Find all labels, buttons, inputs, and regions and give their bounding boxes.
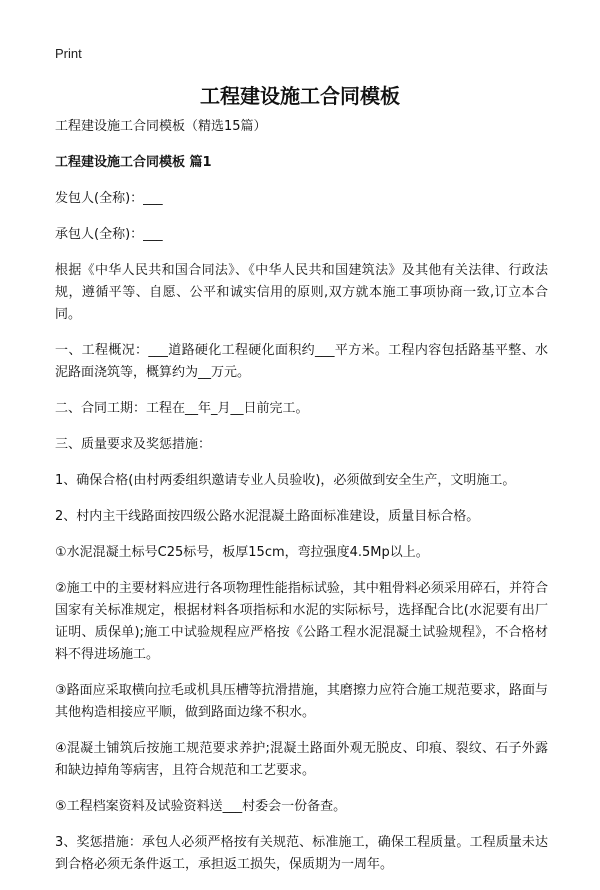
clause-paragraph: 2、村内主干线路面按四级公路水泥混凝土路面标准建设，质量目标合格。 — [55, 509, 480, 524]
quality-heading: 三、质量要求及奖惩措施： — [55, 437, 212, 452]
clause-paragraph: ⑤工程档案资料及试验资料送___村委会一份备查。 — [55, 799, 347, 814]
project-overview-paragraph: 一、工程概况：___道路硬化工程硬化面积约___平方米。工程内容包括路基平整、水泥路面浇筑等，概算约为__万元。 — [55, 343, 548, 380]
section-heading: 工程建设施工合同模板 篇1 — [55, 155, 212, 170]
preamble-paragraph: 根据《中华人民共和国合同法》、《中华人民共和国建筑法》及其他有关法律、行政法规，遵循平等、自愿、公平和诚实信用的原则,双方就本施工事项协商一致,订立本合同。 — [55, 263, 548, 322]
clause-paragraph: ①水泥混凝土标号C25标号，板厚15cm，弯拉强度4.5Mp以上。 — [55, 545, 429, 560]
print-link[interactable]: Print — [55, 46, 82, 61]
party-b-line: 承包人(全称)：___ — [55, 227, 163, 242]
document-title: 工程建设施工合同模板 — [200, 84, 400, 108]
document-body — [55, 116, 548, 890]
clause-paragraph: ④混凝土铺筑后按施工规范要求养护;混凝土路面外观无脱皮、印痕、裂纹、石子外露和缺边掉角等病害，且符合规范和工艺要求。 — [55, 741, 548, 778]
reward-penalty-paragraph: 3、奖惩措施：承包人必须严格按有关规范、标准施工，确保工程质量。工程质量未达到合格必须无条件返工，承担返工损失，保质期为一周年。 — [55, 835, 548, 872]
party-a-line: 发包人(全称)：___ — [55, 191, 163, 206]
contract-period-paragraph: 二、合同工期：工程在__年_月__日前完工。 — [55, 401, 309, 416]
clause-paragraph: 1、确保合格(由村两委组织邀请专业人员验收)，必须做到安全生产，文明施工。 — [55, 473, 516, 488]
document-subtitle: 工程建设施工合同模板（精选15篇） — [55, 119, 267, 134]
clause-paragraph: ②施工中的主要材料应进行各项物理性能指标试验，其中粗骨料必须采用碎石，并符合国家有关标准规定，根据材料各项指标和水泥的实际标号，选择配合比(水泥要有出厂证明、质保单);施工中试验规程应严格按《公路工程水泥混凝土试验规程》，不合格材料不得进场施工。 — [55, 581, 548, 662]
clause-paragraph: ③路面应采取横向拉毛或机具压槽等抗滑措施，其磨擦力应符合施工规范要求，路面与其他构造相接应平顺，做到路面边缘不积水。 — [55, 683, 548, 720]
